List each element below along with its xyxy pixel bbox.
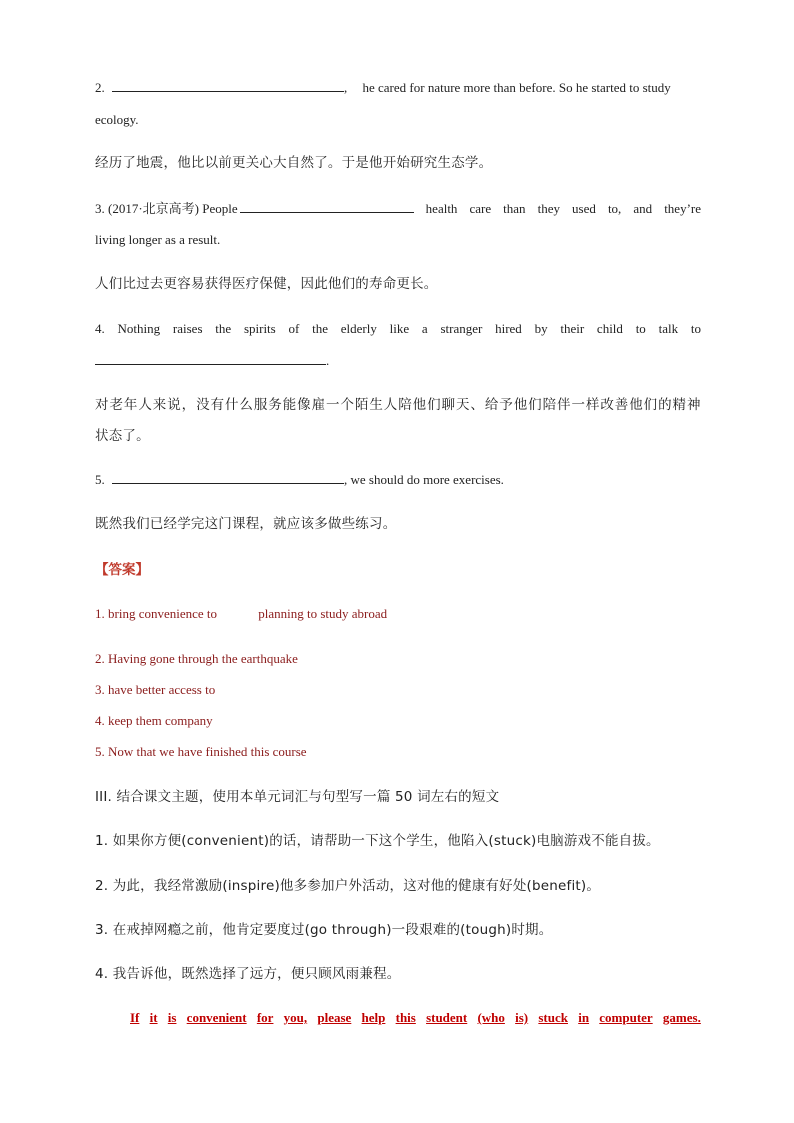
q4-cn-char: 他	[412, 397, 427, 413]
q4-cn-char: 像	[297, 397, 311, 413]
q4-cn-char: 们	[643, 397, 658, 413]
final-word: is	[167, 1010, 177, 1025]
q2-line1: 2. , he cared for nature more than before. So he started to study	[95, 80, 671, 95]
q4-cn-char: 有	[210, 397, 225, 413]
q4-cn-char: 他	[629, 397, 643, 413]
q4-cn-char: 一	[571, 397, 586, 413]
final-word: student	[426, 1010, 468, 1025]
q5-number: 5.	[95, 472, 105, 487]
q4-cn-char: 予	[499, 397, 513, 413]
q4-cn-char: 伴	[557, 397, 571, 413]
q3-text2: living longer as a result.	[95, 232, 221, 247]
answer-3: 3. have better access to	[95, 682, 216, 697]
section3-sentence-1: 1. 如果你方便(convenient)的话，请帮助一下这个学生，他陷入(stuck)电脑游戏不能自拔。	[95, 833, 660, 849]
q4-cn-char: 什	[224, 397, 239, 413]
q5-line: 5. , we should do more exercises.	[95, 472, 504, 487]
q2-chinese: 经历了地震，他比以前更关心大自然了。于是他开始研究生态学。	[95, 155, 493, 171]
q4-cn-char: 他	[513, 397, 528, 413]
q2-number: 2.	[95, 80, 105, 95]
section3-heading: III. 结合课文主题，使用本单元词汇与句型写一篇 50 词左右的短文	[95, 789, 500, 805]
q4-cn-char: 务	[268, 397, 282, 413]
q3-blank[interactable]	[240, 200, 414, 213]
q4-cn-char: 生	[369, 397, 384, 413]
q5-chinese: 既然我们已经学完这门课程，就应该多做些练习。	[95, 516, 397, 532]
q4-cn-char: 人	[138, 397, 153, 413]
answer-4: 4. keep them company	[95, 713, 213, 728]
q4-cn-char: 聊	[441, 397, 456, 413]
answer-heading: 【答案】	[95, 562, 149, 578]
q4-cn-char: 善	[614, 397, 629, 413]
final-word: is)	[515, 1010, 529, 1025]
q4-blank[interactable]	[95, 352, 326, 365]
q4-cn-char: ，	[181, 397, 196, 413]
q4-cn-char: 对	[95, 397, 109, 413]
q4-cn-char: 陪	[398, 397, 412, 413]
final-word: stuck	[538, 1010, 568, 1025]
q3-chinese: 人们比过去更容易获得医疗保健，因此他们的寿命更长。	[95, 276, 438, 292]
final-word: in	[578, 1010, 590, 1025]
section3-sentence-4: 4. 我告诉他，既然选择了远方，便只顾风雨兼程。	[95, 966, 401, 982]
section3-sentence-2: 2. 为此，我经常激励(inspire)他多参加户外活动，这对他的健康有好处(benefit)。	[95, 878, 601, 894]
final-word: you,	[283, 1010, 308, 1025]
q4-cn-char: 陌	[354, 397, 369, 413]
q2-text1: he cared for nature more than before. So he started to study	[362, 80, 671, 95]
q4-chinese-line1	[95, 396, 701, 414]
q4-cn-char: 、	[470, 397, 485, 413]
q4-cn-char: 们	[528, 397, 542, 413]
q4-cn-char: 说	[167, 397, 181, 413]
final-word: If	[130, 1010, 140, 1025]
q4-line2: .	[95, 352, 701, 370]
q2-text2: ecology.	[95, 112, 139, 127]
final-word: please	[317, 1010, 352, 1025]
q4-cn-char: 老	[109, 397, 124, 413]
q4-cn-char: 么	[239, 397, 254, 413]
final-word: (who	[477, 1010, 505, 1025]
q4-cn-char: 雇	[311, 397, 326, 413]
q4-cn-char: 改	[600, 397, 615, 413]
q4-cn-char: 样	[585, 397, 600, 413]
final-word: computer	[599, 1010, 653, 1025]
final-word: it	[149, 1010, 158, 1025]
q4-cn-char: 给	[484, 397, 499, 413]
q4-cn-char: 的	[658, 397, 672, 413]
answer-1: 1. bring convenience to planning to study abroad	[95, 606, 388, 621]
section3-sentence-3: 3. 在戒掉网瘾之前，他肯定要度过(go through)一段艰难的(tough)时期。	[95, 922, 553, 938]
q4-cn-char: 人	[383, 397, 398, 413]
q4-cn-char: 没	[196, 397, 210, 413]
final-word: convenient	[186, 1010, 247, 1025]
q4-cn-char: 陪	[542, 397, 557, 413]
q5-blank[interactable]	[112, 471, 344, 484]
answer-2: 2. Having gone through the earthquake	[95, 651, 298, 666]
final-word: for	[256, 1010, 274, 1025]
q4-cn-char: 一	[326, 397, 340, 413]
q2-blank[interactable]	[112, 79, 344, 92]
q4-cn-char: 服	[253, 397, 268, 413]
q4-cn-char: 能	[282, 397, 297, 413]
q4-line1: 4. Nothing raises the spirits of the elderly like a stranger hired by their child to talk to	[95, 321, 701, 336]
q4-cn-char: 年	[123, 397, 138, 413]
final-word: this	[395, 1010, 416, 1025]
q4-cn-char: 神	[686, 397, 701, 413]
q4-chinese-line2: 状态了。	[95, 428, 150, 444]
q4-cn-char: 来	[152, 397, 167, 413]
q4-cn-char: 精	[672, 397, 687, 413]
q4-cn-char: 个	[340, 397, 355, 413]
final-word: games.	[662, 1010, 701, 1025]
q4-cn-char: 天	[455, 397, 470, 413]
final-word: help	[361, 1010, 386, 1025]
final-answer-sentence	[130, 1010, 701, 1026]
answer-5: 5. Now that we have finished this course	[95, 744, 307, 759]
q4-cn-char: 们	[427, 397, 441, 413]
q3-w0: 3. (2017·北京高考) People	[95, 200, 414, 218]
q3-line1: 3. (2017·北京高考) People health care than they used to, and they’re	[95, 201, 701, 216]
